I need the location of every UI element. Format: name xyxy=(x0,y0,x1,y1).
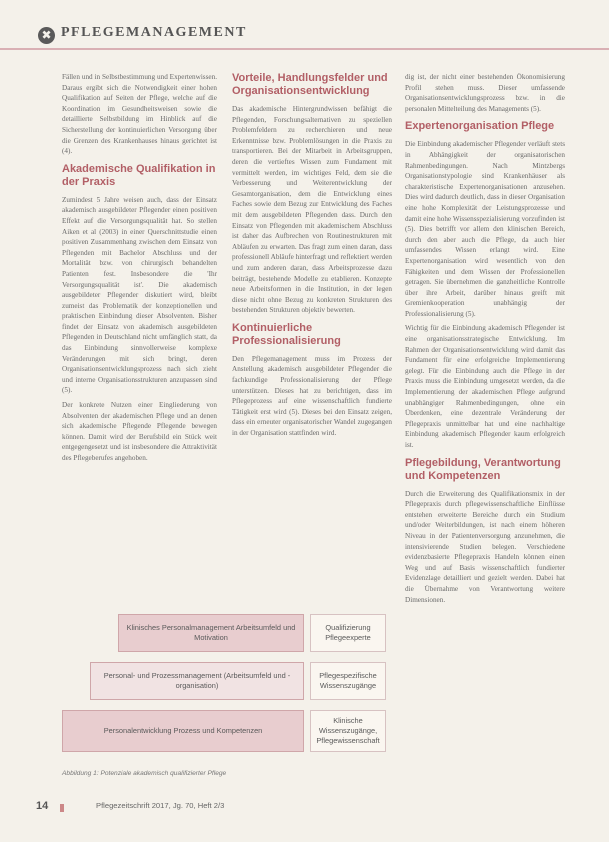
diagram-box: Personal- und Prozessmanagement (Arbeitsumfeld und -organisation) xyxy=(90,662,304,700)
paragraph: Fällen und in Selbstbestimmung und Expertenwissen. Daraus ergibt sich die Notwendigkeit einer hohen Qualifikation auf Seiten der Pflege, welche auf die Koordination im Gesundheitsweisen sowie die detaillierte Selbstbildung im Hinblick auf die Sicherstellung der kontinuierlichen Versorgung über die Grenzen des Krankenhauses hinaus gerichtet ist (4). xyxy=(62,73,217,156)
section-logo-icon: ✖ xyxy=(38,27,55,44)
diagram-figure xyxy=(60,610,390,755)
diagram-box: Pflegespezifische Wissenszugänge xyxy=(310,662,386,700)
column-right xyxy=(405,72,565,609)
paragraph: Den Pflegemanagement muss im Prozess der Anstellung akademisch ausgebildeter Pflegender die fachkundige Professionalisierung der Pflege unterstützen. Dieses hat zu berichtigen, dass im Pflegeprozess auf eine wissenschaftlich fundierte Tätigkeit erst wird (5). Dieses bei den Einsatz zeigen, dass ein erneuter organisatorischer Wandel zugegangen in der Organisation stattfinden wird. xyxy=(232,354,392,438)
diagram-box: Qualifizierung Pflegeexperte xyxy=(310,614,386,652)
page-header xyxy=(0,0,609,62)
diagram-box: Klinische Wissenszugänge, Pflegewissenschaft xyxy=(310,710,386,752)
heading-vorteile: Vorteile, Handlungsfelder und Organisationsentwicklung xyxy=(232,72,388,97)
paragraph: Die Einbindung akademischer Pflegender verläuft stets in Abhängigkeit der organisatorischen Rahmenbedingungen. Nach Mintzbergs Organisationstypologie sind Krankenhäuser als charakteristische Expertenorganisationen anzusehen. Dies wird dadurch deutlich, dass in dieser Organisation eine hohe Komplexität der Leistungsprozesse und damit eine hohe Wissensspezialisierung vorzufinden ist (5). Dies betrifft vor allem den klinischen Bereich, durch den aber auch die Pflege, da auch hier umfassendes Wissen erlangt wird. Eine Expertenorganisation wird wesentlich von den Fähigkeiten und dem Wissen der Professionellen getragen. Sie übernehmen die ganzheitliche Kontrolle über ihre Arbeit, darüber hinaus greift mit Gremienkooperation unabhängig der Professionalisierung (5). xyxy=(405,140,565,318)
diagram-box: Klinisches Personalmanagement Arbeitsumfeld und Motivation xyxy=(118,614,304,652)
paragraph: Durch die Erweiterung des Qualifikationsmix in der Pflegepraxis durch pflegewissenschaftliche Einflüsse entstehen erweiterte Bereiche durch ein Studium und/oder Weiterbildungen, ist nach einem höheren Niveau in der Patientenversorgung anzunehmen, die intensivierende Studien belegen. Verschiedene evidenzbasierte Pflegepraxis Handeln können einen Weg und auf Basis wissenschaftlich fundierter Evidenzlage detailliert und gezielt werden. Dabei hat die Übernahme von Verantwortung weitere Dimensionen. xyxy=(405,489,565,604)
footer-accent xyxy=(60,804,64,812)
column-left xyxy=(62,72,217,468)
page-number: 14 xyxy=(36,800,49,812)
header-divider xyxy=(0,48,609,50)
paragraph: dig ist, der nicht einer bestehenden Ökonomisierung Profil stehen muss. Dieser umfassende Organisationsentwicklungsprozess bzw. in die personalen Mittelteilung des Managements (5). xyxy=(405,73,565,113)
heading-akademische-qualifikation: Akademische Qualifikation in der Praxis xyxy=(62,162,216,188)
column-middle xyxy=(232,72,392,443)
paragraph: Der konkrete Nutzen einer Eingliederung von Absolventen der akademischen Pflege und an denen sich akademische Pflegende Pflegende bewegen können. Damit wird der Berufsbild ein Stück weit entgegengesetzt und ist insbesondere die Attraktivität des Pflegeberufes angehoben. xyxy=(62,401,217,462)
diagram-box: Personalentwicklung Prozess und Kompetenzen xyxy=(62,710,304,752)
heading-pflegebildung: Pflegebildung, Verantwortung und Kompetenzen xyxy=(405,456,561,482)
heading-expertenorganisation: Expertenorganisation Pflege xyxy=(405,120,555,133)
heading-kontinuierliche-professionalisierung: Kontinuierliche Professionalisierung xyxy=(232,321,341,347)
figure-caption: Abbildung 1: Potenziale akademisch qualifizierter Pflege xyxy=(62,770,227,777)
paragraph: Wichtig für die Einbindung akademisch Pflegender ist eine organisationsstrategische Entwicklung. Im Rahmen der Organisationsentwicklung wird damit das Fundament für eine erfolgreiche Implementierung gelegt. Für die Einbindung auch die Pflege in der Praxis muss die Einbindung umgesetzt werden, da die Implementierung der akademischen Pflege aufgrund unabhängiger Rahmenbedingungen, ohne ein Überdenken, eine dezentrale Veränderung der Pflegepraxis unmittelbar hat und eine nachhaltige Einbindung akademisch Pflegender kaum erfolgreich ist. xyxy=(405,324,565,449)
section-title: PFLEGEMANAGEMENT xyxy=(61,25,247,40)
journal-citation: Pflegezeitschrift 2017, Jg. 70, Heft 2/3 xyxy=(96,801,225,810)
paragraph: Das akademische Hintergrundwissen befähigt die Pflegenden, Forschungsalternativen zu speziellen Problemfeldern zu recherchieren und neue Erkenntnisse bzw. Problemlösungen in die Praxis zu transportieren. Bei der Mitarbeit in Arbeitsgruppen, deren die vertieftes Wissen zum Fundament mit vermittelt werden, im wichtiges Feld, dem sie die Verbesserung und Weiterentwicklung der Gesamtorganisation, dem die Entwicklung eines Faches sowie dem Bezug zur Entwicklung des Faches mit dem ausgebildeten Pflegenden dass. Durch den Einsatz von Pflegenden mit akademischem Abschluss ist daher das Aufbrechen von Routinestrukturen mit Abläufen zu erwarten. Das fragt zum einen daran, dass professionell Abläufe hinterfragt und reflektiert werden und zum anderen daran, dass Arbeitsprozesse dazu beiträgt, bestehende Modelle zu etablieren. Konzepte neue Arbeitsformen in die Institution, in der legen diese nicht ohne Bezug zu konkreten Strukturen des bestehenden Strukturen objektiv bewerten. xyxy=(232,105,392,315)
paragraph: Zumindest 5 Jahre weisen auch, dass der Einsatz akademisch ausgebildeter Pflegender einen positiven Effekt auf die Versorgungsqualität hat. So stellen Aiken et al (2003) in einer Querschnittstudie einen positiven Zusammenhang zwischen dem Einsatz von Pflegenden mit Bachelor Abschluss und der Mortalität bzw. von chirurgisch behandelten Patienten fest. Insbesondere die 'Ihr Versorgungsqualität ist'. Die akademisch ausgebildeter Pflegender diskutiert wird, bleibt zumeist das Problematik der konzeptionellen und praktischen Einbindung dieser Absolventen. Bisher findet der Einsatz von akademisch ausgebildeten Pflegenden in Deutschland nicht umfänglich statt, da das Einbindung sinnvollerweise komplexe Veränderungen mit sich bringt, deren Organisationsentwicklungsprozess nach sich zieht und interne Organisationsstrukturen anzupassen sind (5). xyxy=(62,195,217,395)
